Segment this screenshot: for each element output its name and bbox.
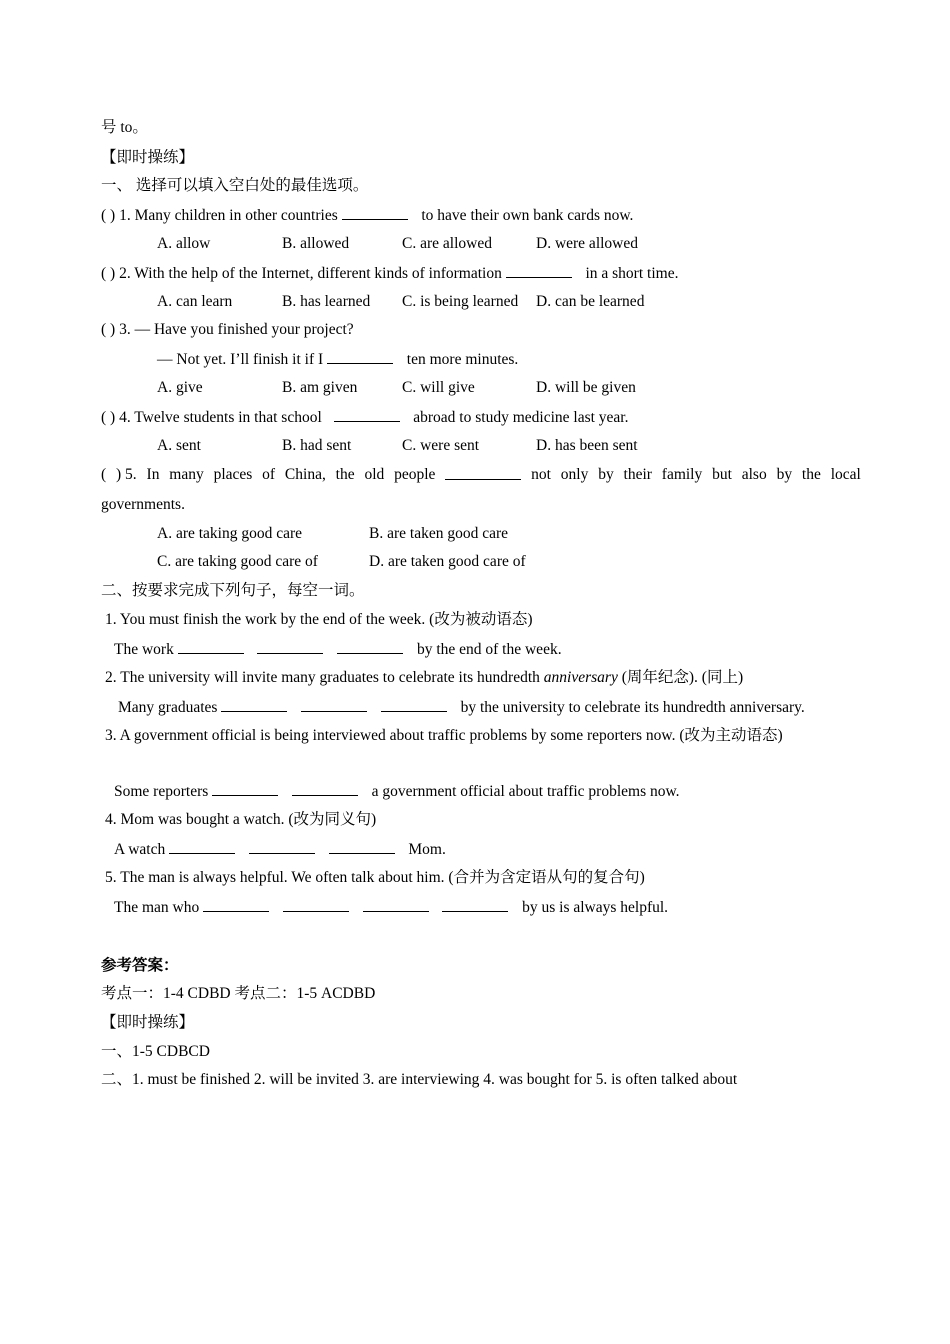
option-a: A. allow: [157, 235, 211, 252]
answer-suffix: by us is always helpful.: [522, 899, 669, 916]
word: of: [262, 466, 276, 483]
option-d: D. are taken good care of: [369, 553, 526, 570]
question-4-tail: abroad to study medicine last year.: [413, 409, 629, 426]
answer-blank: [301, 697, 367, 712]
answer-prefix: The work: [114, 641, 174, 658]
word: their: [623, 466, 652, 483]
question-4-text: ( ) 4. Twelve students in that school: [101, 409, 322, 426]
option-a: A. can learn: [157, 293, 233, 310]
answer-suffix: by the end of the week.: [416, 641, 562, 658]
option-b: B. had sent: [282, 437, 352, 454]
question-5: [101, 465, 861, 485]
question-3: ( ) 3. — Have you finished your project?: [101, 321, 354, 338]
part2-heading: 二、按要求完成下列句子，每空一词。: [101, 582, 365, 599]
transform-question-3: 3. A government official is being interviewed about traffic problems by some reporters now. (改为主动语态): [105, 727, 783, 744]
option-b: B. are taken good care: [369, 525, 509, 542]
word: the: [801, 466, 821, 483]
question-text-tail: (周年纪念). (同上): [617, 669, 744, 686]
transform-question-4: 4. Mom was bought a watch. (改为同义句): [105, 811, 377, 828]
option-d: D. can be learned: [536, 293, 645, 310]
answer-blank: [203, 897, 269, 912]
word: local: [830, 466, 861, 483]
transform-answer-1: [114, 639, 562, 660]
word: by: [598, 466, 614, 483]
question-3-reply: [157, 349, 518, 370]
answer-suffix: by the university to celebrate its hundredth anniversary.: [460, 699, 805, 716]
answer-blank: [257, 639, 323, 654]
word: places: [213, 466, 253, 483]
question-1-text: ( ) 1. Many children in other countries: [101, 207, 338, 224]
answer-blank: [334, 407, 400, 422]
answer-prefix: Some reporters: [114, 783, 209, 800]
option-d: D. has been sent: [536, 437, 638, 454]
question-5-continued: governments.: [101, 496, 185, 513]
answer-prefix: A watch: [114, 841, 166, 858]
option-d: D. will be given: [536, 379, 636, 396]
word: the: [335, 466, 355, 483]
question-1-tail: to have their own bank cards now.: [421, 207, 634, 224]
question-3-reply-text: — Not yet. I’ll finish it if I: [157, 351, 324, 368]
question-emphasis: anniversary: [543, 669, 618, 686]
answer-blank: [327, 349, 393, 364]
answer-suffix: a government official about traffic problems now.: [371, 783, 680, 800]
question-3-reply-tail: ten more minutes.: [406, 351, 519, 368]
answer-blank: [178, 639, 244, 654]
question-2: [101, 263, 678, 284]
word: also: [741, 466, 767, 483]
answer-prefix: Many graduates: [118, 699, 218, 716]
word: (: [101, 466, 107, 483]
word: old: [364, 466, 385, 483]
option-c: C. were sent: [402, 437, 480, 454]
word: by: [776, 466, 793, 483]
transform-question-5: 5. The man is always helpful. We often talk about him. (合并为含定语从句的复合句): [105, 869, 645, 886]
word: In: [146, 466, 160, 483]
part1-heading: 一、 选择可以填入空白处的最佳选项。: [101, 177, 369, 194]
word: China,: [284, 466, 326, 483]
option-d: D. were allowed: [536, 235, 638, 252]
intro-text: 号 to。: [101, 119, 148, 136]
answer-blank: [329, 839, 395, 854]
question-2-text: ( ) 2. With the help of the Internet, different kinds of information: [101, 265, 502, 282]
option-a: A. sent: [157, 437, 201, 454]
answers-line-2: 一、1-5 CDBCD: [101, 1043, 210, 1060]
answer-blank: [221, 697, 287, 712]
word: not: [531, 466, 551, 483]
answer-blank: [342, 205, 408, 220]
answer-blank: [506, 263, 572, 278]
transform-answer-3: [114, 781, 680, 802]
answer-blank: [381, 697, 447, 712]
option-a: A. give: [157, 379, 203, 396]
question-4: [101, 407, 628, 428]
answers-line-3: 二、1. must be finished 2. will be invited 3. are interviewing 4. was bought for 5. is often talked about: [101, 1071, 738, 1088]
answer-blank: [212, 781, 278, 796]
option-c: C. will give: [402, 379, 475, 396]
transform-answer-2: [118, 697, 805, 718]
word: but: [712, 466, 732, 483]
answers-practice-heading: 【即时操练】: [101, 1014, 195, 1031]
answer-blank: [445, 465, 521, 480]
answer-blank: [292, 781, 358, 796]
word: people: [394, 466, 436, 483]
option-c: C. is being learned: [402, 293, 519, 310]
word: only: [560, 466, 589, 483]
answer-blank: [169, 839, 235, 854]
option-b: B. has learned: [282, 293, 371, 310]
option-c: C. are allowed: [402, 235, 492, 252]
word: many: [169, 466, 204, 483]
transform-answer-4: [114, 839, 446, 860]
answer-blank: [337, 639, 403, 654]
answer-blank: [249, 839, 315, 854]
option-b: B. allowed: [282, 235, 350, 252]
transform-answer-5: [114, 897, 668, 918]
option-b: B. am given: [282, 379, 358, 396]
answer-prefix: The man who: [114, 899, 200, 916]
answer-blank: [283, 897, 349, 912]
word: family: [661, 466, 703, 483]
answers-heading: 参考答案：: [101, 957, 179, 974]
question-2-tail: in a short time.: [585, 265, 679, 282]
answer-blank: [363, 897, 429, 912]
word: ) 5.: [116, 466, 137, 483]
question-1: [101, 205, 633, 226]
transform-question-1: 1. You must finish the work by the end of the week. (改为被动语态): [105, 611, 533, 628]
answer-suffix: Mom.: [408, 841, 446, 858]
transform-question-2: [105, 668, 743, 688]
option-a: A. are taking good care: [157, 525, 303, 542]
answers-line-1: 考点一：1-4 CDBD 考点二：1-5 ACDBD: [101, 985, 376, 1002]
answer-blank: [442, 897, 508, 912]
option-c: C. are taking good care of: [157, 553, 318, 570]
practice-heading: 【即时操练】: [101, 149, 195, 166]
question-text: 2. The university will invite many graduates to celebrate its hundredth: [105, 669, 544, 686]
